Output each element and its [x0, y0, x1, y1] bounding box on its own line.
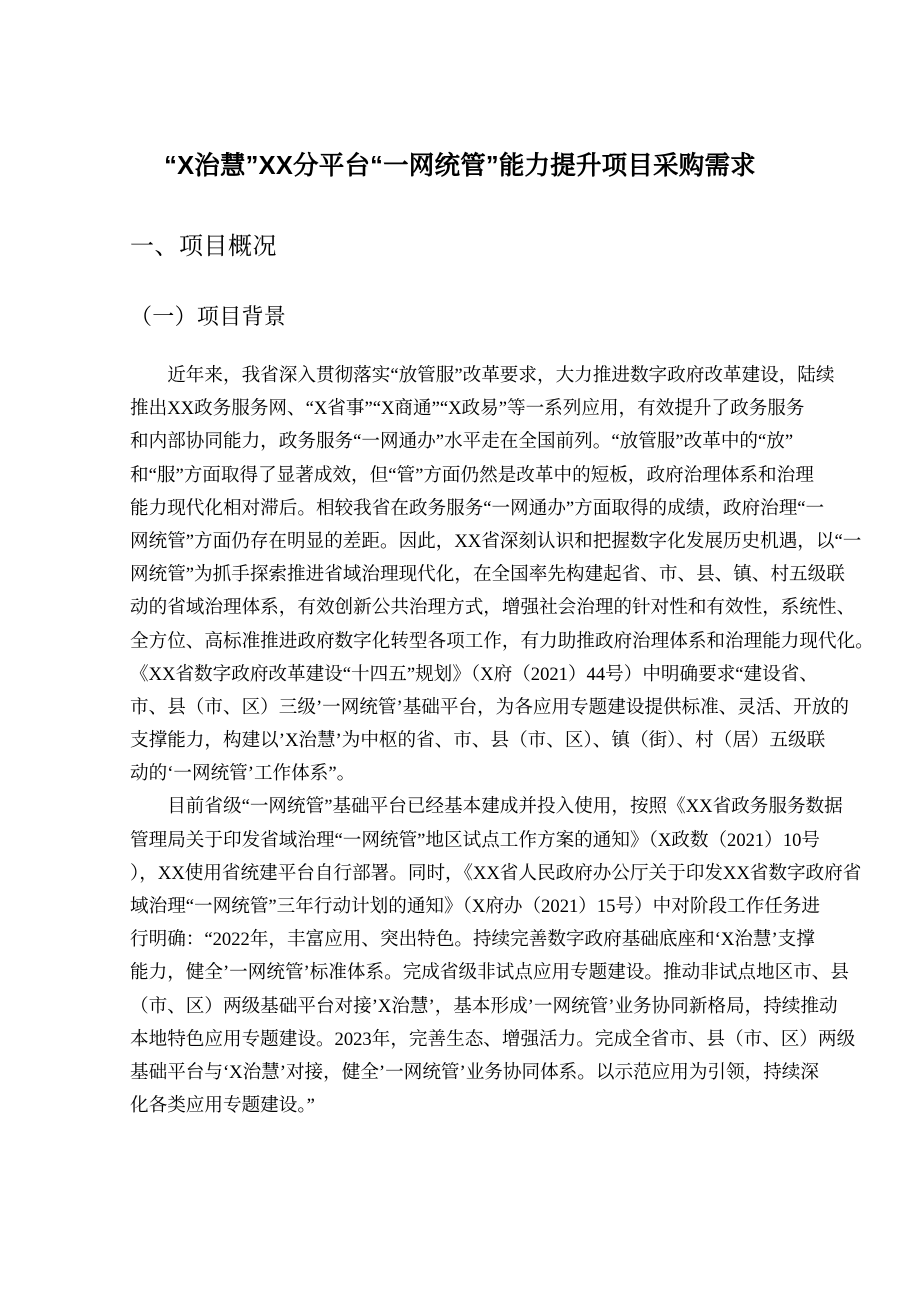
paragraph-line: 近年来，我省深入贯彻落实“放管服”改革要求，大力推进数字政府改革建设，陆续 [130, 365, 835, 386]
paragraph-line: 网统管”方面仍存在明显的差距。因此，XX省深刻认识和把握数字化发展历史机遇，以“一 [130, 530, 862, 552]
paragraph-line: 全方位、高标准推进政府数字化转型各项工作，有力助推政府治理体系和治理能力现代化。 [130, 630, 874, 652]
paragraph-line: 能力，健全’一网统管’标准体系。完成省级非试点应用专题建设。推动非试点地区市、县 [130, 962, 849, 984]
document-content [130, 0, 874, 1122]
paragraph-line: ），XX使用省统建平台自行部署。同时，《XX省人民政府办公厅关于印发XX省数字政府省 [130, 862, 862, 884]
paragraph-line: 和内部协同能力，政务服务“一网通办”水平走在全国前列。“放管服”改革中的“放” [130, 431, 794, 453]
paragraph-line: 《XX省数字政府改革建设“十四五”规划》（X府（2021）44号）中明确要求“建设省、 [130, 663, 818, 685]
paragraph-line: 管理局关于印发省域治理“一网统管”地区试点工作方案的通知》（X政数（2021）10号 [130, 829, 821, 851]
paragraph-line: 动的省域治理体系，有效创新公共治理方式，增强社会治理的针对性和有效性，系统性、 [130, 597, 856, 619]
background-paragraph-1 [130, 333, 874, 790]
paragraph-line: （市、区）两级基础平台对接’X治慧’，基本形成’一网统管’业务协同新格局，持续推动 [130, 995, 838, 1017]
paragraph-line: 和“服”方面取得了显著成效，但“管”方面仍然是改革中的短板，政府治理体系和治理 [130, 464, 814, 486]
paragraph-line: 能力现代化相对滞后。相较我省在政务服务“一网通办”方面取得的成绩，政府治理“一 [130, 497, 825, 519]
paragraph-line: 域治理“一网统管”三年行动计划的通知》（X府办（2021）15号）中对阶段工作任务进 [130, 896, 821, 917]
paragraph-line: 化各类应用专题建设。” [130, 1095, 315, 1117]
subsection-heading-project-background: （一）项目背景 [130, 304, 287, 329]
paragraph-line: 市、县（市、区）三级’一网统管’基础平台，为各应用专题建设提供标准、灵活、开放的 [130, 696, 849, 718]
page-title: “X治慧”XX分平台“一网统管”能力提升项目采购需求 [164, 152, 756, 180]
paragraph-line: 本地特色应用专题建设。2023年，完善生态、增强活力。完成全省市、县（市、区）两级 [130, 1028, 856, 1050]
paragraph-line: 推出XX政务服务网、“X省事”“X商通”“X政易”等一系列应用，有效提升了政务服务 [130, 398, 805, 420]
paragraph-line: 网统管”为抓手探索推进省域治理现代化，在全国率先构建起省、市、县、镇、村五级联 [130, 564, 845, 586]
paragraph-line: 支撑能力，构建以’X治慧’为中枢的省、市、县（市、区）、镇（街）、村（居）五级联 [130, 730, 826, 752]
paragraph-line: 目前省级“一网统管”基础平台已经基本建成并投入使用，按照《XX省政务服务数据 [130, 796, 843, 818]
section-heading-project-overview: 一、项目概况 [130, 234, 277, 260]
background-paragraph-2 [130, 790, 862, 1122]
paragraph-line: 动的‘一网统管’工作体系”。 [130, 763, 356, 785]
paragraph-line: 基础平台与‘X治慧’对接，健全’一网统管’业务协同体系。以示范应用为引领，持续深 [130, 1061, 819, 1083]
paragraph-line: 行明确：“2022年，丰富应用、突出特色。持续完善数字政府基础底座和‘X治慧’支撑 [130, 929, 815, 951]
